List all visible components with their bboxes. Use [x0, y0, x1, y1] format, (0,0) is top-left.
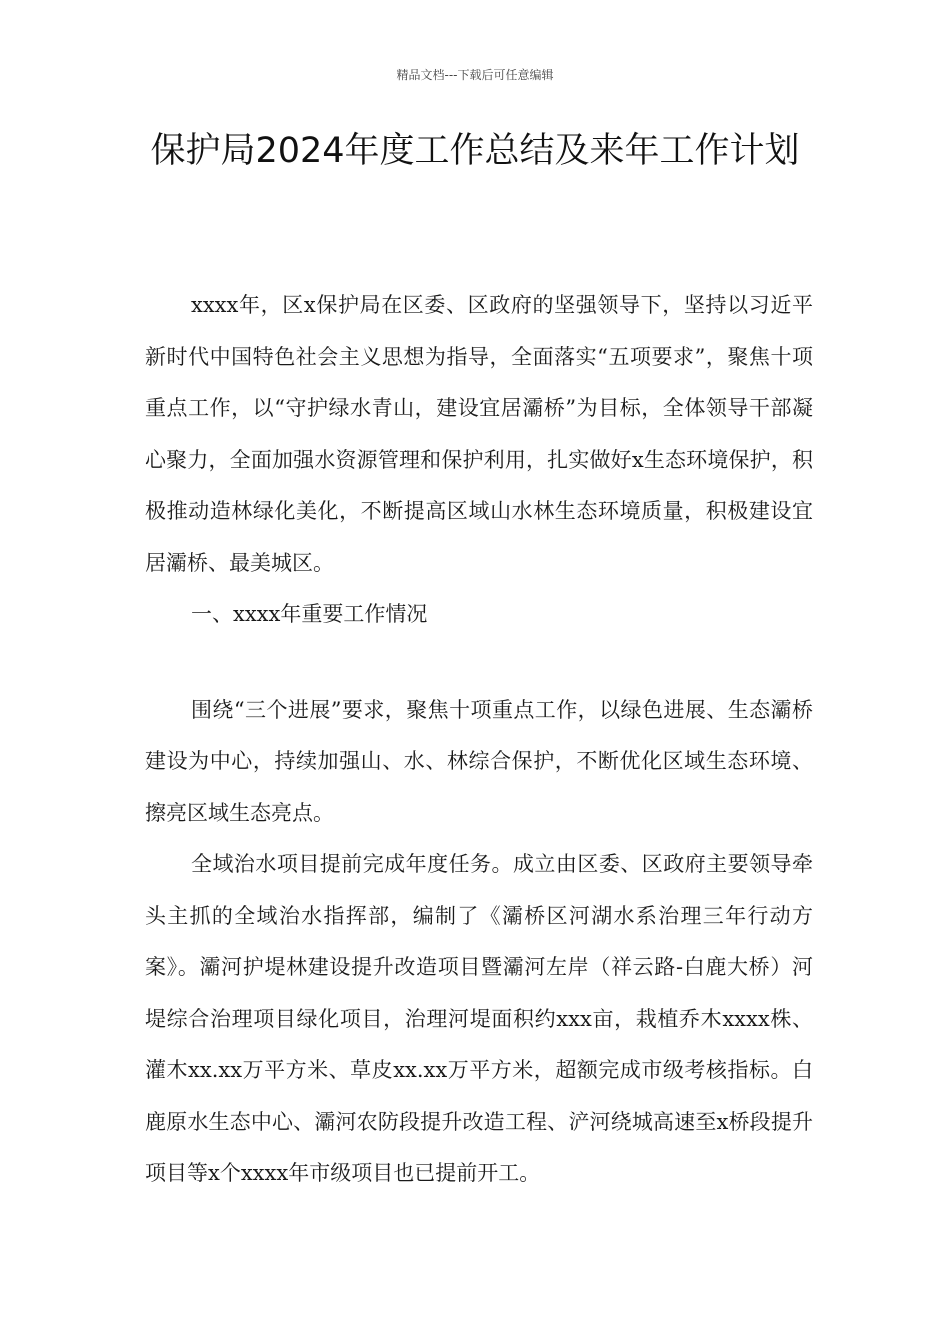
water-project-paragraph: 全域治水项目提前完成年度任务。成立由区委、区政府主要领导牵头主抓的全域治水指挥部，编制了《灞桥区河湖水系治理三年行动方案》。灞河护堤林建设提升改造项目暨灞河左岸（祥云路-白鹿大桥）河堤综合治理项目绿化项目，治理河堤面积约xxx亩，栽植乔木xxxx株、灌木xx.xx万平方米、草皮xx.xx万平方米，超额完成市级考核指标。白鹿原水生态中心、灞河农防段提升改造工程、浐河绕城高速至x桥段提升项目等x个xxxx年市级项目也已提前开工。 — [145, 852, 813, 1185]
summary-paragraph: 围绕“三个进展”要求，聚焦十项重点工作，以绿色进展、生态灞桥建设为中心，持续加强山、水、林综合保护，不断优化区域生态环境、擦亮区域生态亮点。 — [145, 697, 813, 825]
intro-paragraph: xxxx年，区x保护局在区委、区政府的坚强领导下，坚持以习近平新时代中国特色社会主义思想为指导，全面落实“五项要求”，聚焦十项重点工作，以“守护绿水青山，建设宜居灞桥”为目标，全体领导干部凝心聚力，全面加强水资源管理和保护利用，扎实做好x生态环境保护，积极推动造林绿化美化，不断提高区域山水林生态环境质量，积极建设宜居灞桥、最美城区。 — [145, 293, 813, 575]
section-spacer — [145, 641, 813, 685]
document-title: 保护局2024年度工作总结及来年工作计划 — [150, 131, 800, 171]
header-note: 精品文档---下载后可任意编辑 — [396, 68, 554, 82]
section-heading: 一、xxxx年重要工作情况 — [191, 602, 428, 626]
document-body — [145, 280, 813, 1200]
